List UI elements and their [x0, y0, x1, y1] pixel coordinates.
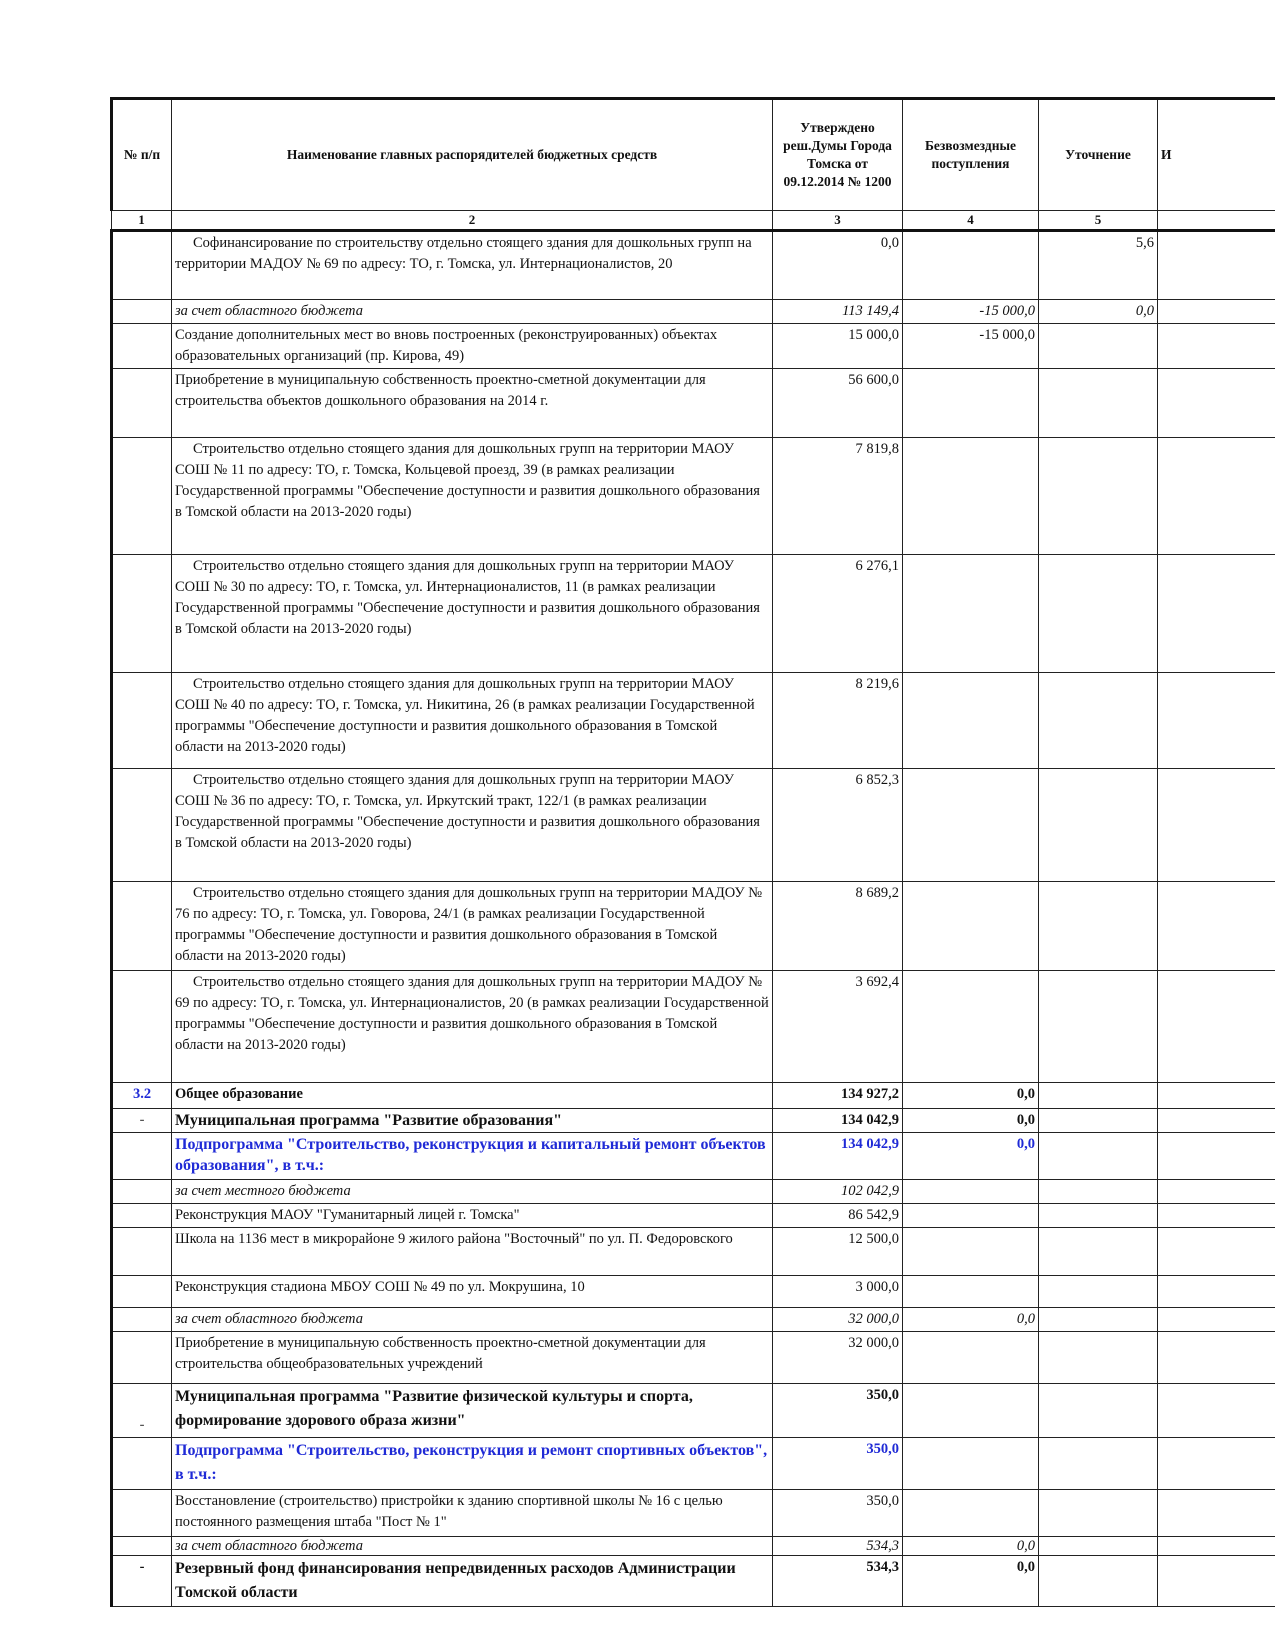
row-next [1158, 971, 1275, 1083]
row-num [112, 673, 172, 769]
row-approved: 3 692,4 [773, 971, 903, 1083]
row-grants [903, 369, 1039, 438]
row-grants [903, 1332, 1039, 1384]
row-name: Строительство отдельно стоящего здания для дошкольных групп на территории МАДОУ № 76 по адресу: ТО, г. Томска, ул. Говорова, 24/1 (в рамках реализации Государственной программы "Обеспечение доступности и развития дошкольного образования в Томской области на 2013-2020 годы) [172, 882, 773, 971]
row-clarification [1039, 1490, 1158, 1537]
col-number-1: 1 [112, 211, 172, 231]
row-num [112, 231, 172, 300]
table-row [112, 1556, 1275, 1607]
row-approved: 350,0 [773, 1438, 903, 1490]
table-row [112, 555, 1275, 673]
table-row [112, 1490, 1275, 1537]
row-name: Строительство отдельно стоящего здания для дошкольных групп на территории МАОУ СОШ № 11 по адресу: ТО, г. Томска, Кольцевой проезд, 39 (в рамках реализации Государственной программы "Обеспечение доступности и развития дошкольного образования в Томской области на 2013-2020 годы) [172, 438, 773, 555]
row-name: Приобретение в муниципальную собственность проектно-сметной документации для строительства объектов дошкольного образования на 2014 г. [172, 369, 773, 438]
row-clarification [1039, 673, 1158, 769]
row-grants: -15 000,0 [903, 300, 1039, 324]
row-clarification [1039, 1276, 1158, 1308]
col-number-5: 5 [1039, 211, 1158, 231]
row-num [112, 1180, 172, 1204]
row-num [112, 1133, 172, 1180]
row-clarification [1039, 369, 1158, 438]
table-row [112, 1438, 1275, 1490]
row-name: Муниципальная программа "Развитие физической культуры и спорта, формирование здорового образа жизни" [172, 1384, 773, 1438]
row-grants [903, 1228, 1039, 1276]
row-name: Подпрограмма "Строительство, реконструкция и капитальный ремонт объектов образования", в т.ч.: [172, 1133, 773, 1180]
row-approved: 8 689,2 [773, 882, 903, 971]
row-num [112, 769, 172, 882]
row-next [1158, 769, 1275, 882]
table-row [112, 673, 1275, 769]
row-approved: 0,0 [773, 231, 903, 300]
row-next [1158, 1490, 1275, 1537]
row-clarification [1039, 971, 1158, 1083]
row-next [1158, 1384, 1275, 1438]
row-name: за счет областного бюджета [172, 1537, 773, 1556]
row-grants: 0,0 [903, 1556, 1039, 1607]
row-num [112, 369, 172, 438]
row-clarification [1039, 1109, 1158, 1133]
row-approved: 113 149,4 [773, 300, 903, 324]
row-name: Приобретение в муниципальную собственность проектно-сметной документации для строительства общеобразовательных учреждений [172, 1332, 773, 1384]
row-approved: 32 000,0 [773, 1332, 903, 1384]
table-row [112, 1276, 1275, 1308]
table-row [112, 1083, 1275, 1109]
row-name: Муниципальная программа "Развитие образования" [172, 1109, 773, 1133]
row-name: Общее образование [172, 1083, 773, 1109]
row-grants: 0,0 [903, 1308, 1039, 1332]
col-number-4: 4 [903, 211, 1039, 231]
row-grants [903, 1180, 1039, 1204]
row-num: - [112, 1384, 172, 1438]
row-next [1158, 1438, 1275, 1490]
row-next [1158, 1133, 1275, 1180]
row-approved: 350,0 [773, 1384, 903, 1438]
row-name: Строительство отдельно стоящего здания для дошкольных групп на территории МАОУ СОШ № 36 по адресу: ТО, г. Томска, ул. Иркутский тракт, 122/1 (в рамках реализации Государственной программы "Обеспечение доступности и развития дошкольного образования в Томской области на 2013-2020 годы) [172, 769, 773, 882]
row-num: 3.2 [112, 1083, 172, 1109]
row-clarification: 5,6 [1039, 231, 1158, 300]
row-next [1158, 438, 1275, 555]
row-next [1158, 882, 1275, 971]
row-num [112, 555, 172, 673]
table-row [112, 1332, 1275, 1384]
row-grants: -15 000,0 [903, 324, 1039, 369]
row-num [112, 1228, 172, 1276]
row-clarification [1039, 438, 1158, 555]
row-next [1158, 369, 1275, 438]
row-name: Строительство отдельно стоящего здания для дошкольных групп на территории МАДОУ № 69 по адресу: ТО, г. Томска, ул. Интернационалистов, 20 (в рамках реализации Государственной программы "Обеспечение доступности и развития дошкольного образования в Томской области на 2013-2020 годы) [172, 971, 773, 1083]
row-next [1158, 231, 1275, 300]
header-approved: Утверждено реш.Думы Города Томска от 09.12.2014 № 1200 [773, 99, 903, 211]
row-name: за счет областного бюджета [172, 300, 773, 324]
row-num [112, 1438, 172, 1490]
row-next [1158, 1537, 1275, 1556]
row-name: Реконструкция МАОУ "Гуманитарный лицей г. Томска" [172, 1204, 773, 1228]
row-name: Резервный фонд финансирования непредвиденных расходов Администрации Томской области [172, 1556, 773, 1607]
table-row [112, 324, 1275, 369]
row-num: - [112, 1556, 172, 1607]
row-next [1158, 555, 1275, 673]
table-row [112, 1384, 1275, 1438]
row-name: Реконструкция стадиона МБОУ СОШ № 49 по ул. Мокрушина, 10 [172, 1276, 773, 1308]
row-clarification [1039, 1083, 1158, 1109]
row-approved: 350,0 [773, 1490, 903, 1537]
header-clarification: Уточнение [1039, 99, 1158, 211]
row-approved: 134 042,9 [773, 1133, 903, 1180]
table-row [112, 769, 1275, 882]
row-grants [903, 971, 1039, 1083]
row-approved: 86 542,9 [773, 1204, 903, 1228]
row-next [1158, 1083, 1275, 1109]
row-approved: 15 000,0 [773, 324, 903, 369]
row-approved: 32 000,0 [773, 1308, 903, 1332]
table-row [112, 1180, 1275, 1204]
row-name: Восстановление (строительство) пристройки к зданию спортивной школы № 16 с целью постоянного размещения штаба "Пост № 1" [172, 1490, 773, 1537]
row-name: Строительство отдельно стоящего здания для дошкольных групп на территории МАОУ СОШ № 40 по адресу: ТО, г. Томска, ул. Никитина, 26 (в рамках реализации Государственной программы "Обеспечение доступности и развития дошкольного образования в Томской области на 2013-2020 годы) [172, 673, 773, 769]
row-name: за счет местного бюджета [172, 1180, 773, 1204]
row-name: Школа на 1136 мест в микрорайоне 9 жилого района "Восточный" по ул. П. Федоровского [172, 1228, 773, 1276]
row-clarification [1039, 555, 1158, 673]
row-name: Софинансирование по строительству отдельно стоящего здания для дошкольных групп на территории МАДОУ № 69 по адресу: ТО, г. Томска, ул. Интернационалистов, 20 [172, 231, 773, 300]
row-grants [903, 231, 1039, 300]
row-num [112, 1308, 172, 1332]
row-clarification [1039, 1537, 1158, 1556]
row-grants [903, 673, 1039, 769]
row-num [112, 300, 172, 324]
row-grants [903, 438, 1039, 555]
table-row [112, 971, 1275, 1083]
row-num [112, 1490, 172, 1537]
row-next [1158, 1556, 1275, 1607]
header-next: И [1158, 99, 1275, 211]
row-grants: 0,0 [903, 1083, 1039, 1109]
row-clarification [1039, 1133, 1158, 1180]
table-row [112, 300, 1275, 324]
row-num: - [112, 1109, 172, 1133]
budget-sheet [110, 97, 1275, 1650]
row-num [112, 882, 172, 971]
row-clarification [1039, 1180, 1158, 1204]
row-next [1158, 1109, 1275, 1133]
header-num: № п/п [112, 99, 172, 211]
row-grants: 0,0 [903, 1537, 1039, 1556]
row-approved: 7 819,8 [773, 438, 903, 555]
row-next [1158, 1204, 1275, 1228]
row-clarification [1039, 1228, 1158, 1276]
row-clarification [1039, 769, 1158, 882]
row-grants [903, 769, 1039, 882]
row-clarification [1039, 1308, 1158, 1332]
row-name: Строительство отдельно стоящего здания для дошкольных групп на территории МАОУ СОШ № 30 по адресу: ТО, г. Томска, ул. Интернационалистов, 11 (в рамках реализации Государственной программы "Обеспечение доступности и развития дошкольного образования в Томской области на 2013-2020 годы) [172, 555, 773, 673]
row-grants [903, 1204, 1039, 1228]
row-clarification [1039, 324, 1158, 369]
row-grants: 0,0 [903, 1109, 1039, 1133]
row-next [1158, 1308, 1275, 1332]
row-grants [903, 1490, 1039, 1537]
row-next [1158, 1276, 1275, 1308]
row-clarification [1039, 1204, 1158, 1228]
table-row [112, 1133, 1275, 1180]
row-grants [903, 1384, 1039, 1438]
table-row [112, 369, 1275, 438]
budget-table [110, 97, 1275, 1607]
row-clarification: 0,0 [1039, 300, 1158, 324]
table-row [112, 438, 1275, 555]
row-next [1158, 1332, 1275, 1384]
row-approved: 134 042,9 [773, 1109, 903, 1133]
row-name: Создание дополнительных мест во вновь построенных (реконструированных) объектах образовательных организаций (пр. Кирова, 49) [172, 324, 773, 369]
col-number-6 [1158, 211, 1275, 231]
row-approved: 56 600,0 [773, 369, 903, 438]
table-row [112, 1308, 1275, 1332]
header-name: Наименование главных распорядителей бюджетных средств [172, 99, 773, 211]
row-approved: 134 927,2 [773, 1083, 903, 1109]
table-row [112, 1537, 1275, 1556]
header-grants: Безвозмездные поступления [903, 99, 1039, 211]
row-next [1158, 1180, 1275, 1204]
row-next [1158, 673, 1275, 769]
row-approved: 12 500,0 [773, 1228, 903, 1276]
row-approved: 8 219,6 [773, 673, 903, 769]
row-num [112, 438, 172, 555]
table-row [112, 231, 1275, 300]
row-num [112, 324, 172, 369]
table-row [112, 1204, 1275, 1228]
row-grants [903, 555, 1039, 673]
row-next [1158, 324, 1275, 369]
row-next [1158, 1228, 1275, 1276]
row-approved: 3 000,0 [773, 1276, 903, 1308]
table-row [112, 1109, 1275, 1133]
row-grants: 0,0 [903, 1133, 1039, 1180]
row-clarification [1039, 1556, 1158, 1607]
row-name: за счет областного бюджета [172, 1308, 773, 1332]
col-number-2: 2 [172, 211, 773, 231]
row-grants [903, 882, 1039, 971]
row-num [112, 971, 172, 1083]
row-clarification [1039, 1384, 1158, 1438]
row-approved: 6 276,1 [773, 555, 903, 673]
row-grants [903, 1276, 1039, 1308]
row-num [112, 1537, 172, 1556]
row-clarification [1039, 1332, 1158, 1384]
row-grants [903, 1438, 1039, 1490]
row-name: Подпрограмма "Строительство, реконструкция и ремонт спортивных объектов", в т.ч.: [172, 1438, 773, 1490]
row-num [112, 1204, 172, 1228]
row-approved: 102 042,9 [773, 1180, 903, 1204]
row-num [112, 1332, 172, 1384]
table-row [112, 882, 1275, 971]
row-num [112, 1276, 172, 1308]
row-clarification [1039, 1438, 1158, 1490]
table-row [112, 1228, 1275, 1276]
row-approved: 534,3 [773, 1556, 903, 1607]
row-approved: 534,3 [773, 1537, 903, 1556]
row-approved: 6 852,3 [773, 769, 903, 882]
row-clarification [1039, 882, 1158, 971]
row-next [1158, 300, 1275, 324]
col-number-3: 3 [773, 211, 903, 231]
